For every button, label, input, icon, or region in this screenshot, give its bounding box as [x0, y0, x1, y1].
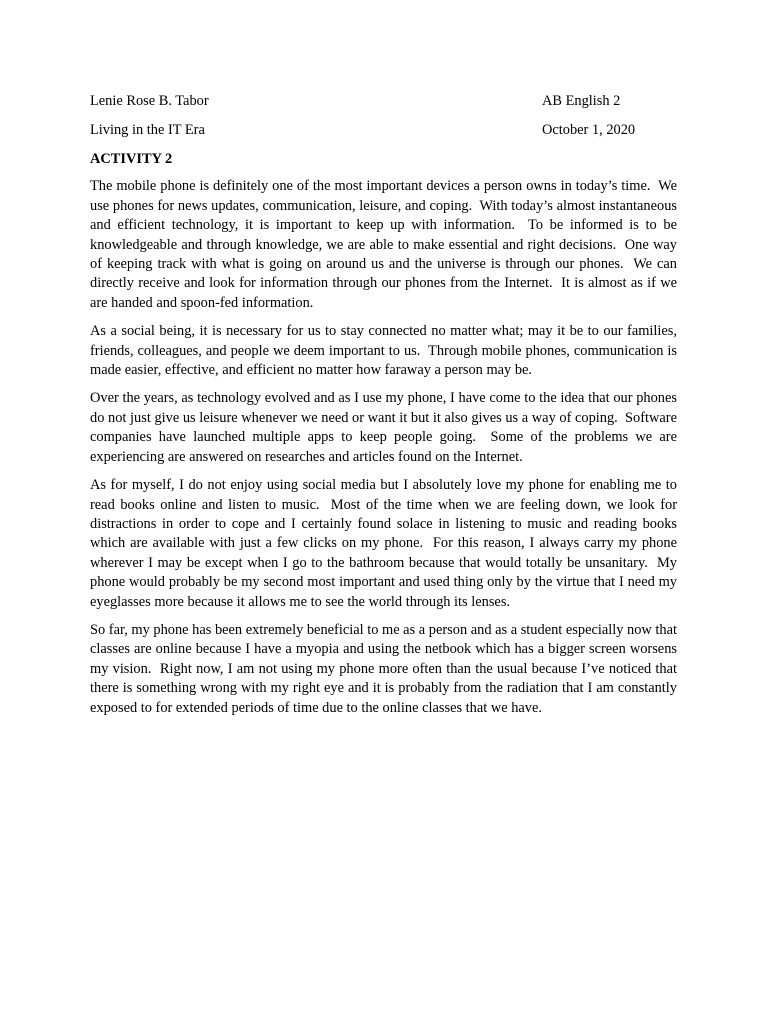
paragraph-4: As for myself, I do not enjoy using social media but I absolutely love my phone for enabling me to read books online and listen to music. Most of the time when we are feeling down, we look for distractions in order to cope and I certainly found solace in listening to music and reading books which are available with just a few clicks on my phone. For this reason, I always carry my phone wherever I may be except when I go to the bathroom because that would totally be unsanitary. My phone would probably be my second most important and used thing only by the virtue that I need my eyeglasses more because it allows me to see the world through its lenses.: [90, 477, 681, 610]
document-date: October 1, 2020: [542, 122, 636, 138]
header-row-1: [90, 92, 677, 121]
paragraph-2: As a social being, it is necessary for us to stay connected no matter what; may it be to our families, friends, colleagues, and people we deem important to us. Through mobile phones, communication is made easier, effective, and efficient no matter how faraway a person may be.: [90, 323, 681, 379]
document-page: [90, 92, 681, 727]
subject-name: Living in the IT Era: [90, 122, 205, 138]
course-name: AB English 2: [542, 93, 621, 109]
header-row-2: [90, 121, 677, 150]
paragraph-5: So far, my phone has been extremely beneficial to me as a person and as a student especially now that classes are online because I have a myopia and using the netbook which has a bigger screen worsens my vision. Right now, I am not using my phone more often than the usual because I’ve noticed that there is something wrong with my right eye and it is probably from the radiation that I am constantly exposed to for extended periods of time due to the online classes that we have.: [90, 621, 681, 716]
paragraph-3: Over the years, as technology evolved and as I use my phone, I have come to the idea that our phones do not just give us leisure whenever we need or want it but it also gives us a way of coping. Software companies have launched multiple apps to keep people going. Some of the problems we are experiencing are answered on researches and articles found on the Internet.: [90, 390, 681, 465]
author-name: Lenie Rose B. Tabor: [90, 93, 209, 109]
paragraph-1: The mobile phone is definitely one of the most important devices a person owns in today’s time. We use phones for news updates, communication, leisure, and coping. With today’s almost instantaneous and efficient technology, it is important to keep up with information. To be informed is to be knowledgeable and through knowledge, we are able to make essential and right decisions. One way of keeping track with what is going on around us and the universe is through our phones. We can directly receive and look for information through our phones from the Internet. It is almost as if we are handed and spoon-fed information.: [90, 178, 681, 311]
activity-title: ACTIVITY 2: [90, 151, 173, 167]
